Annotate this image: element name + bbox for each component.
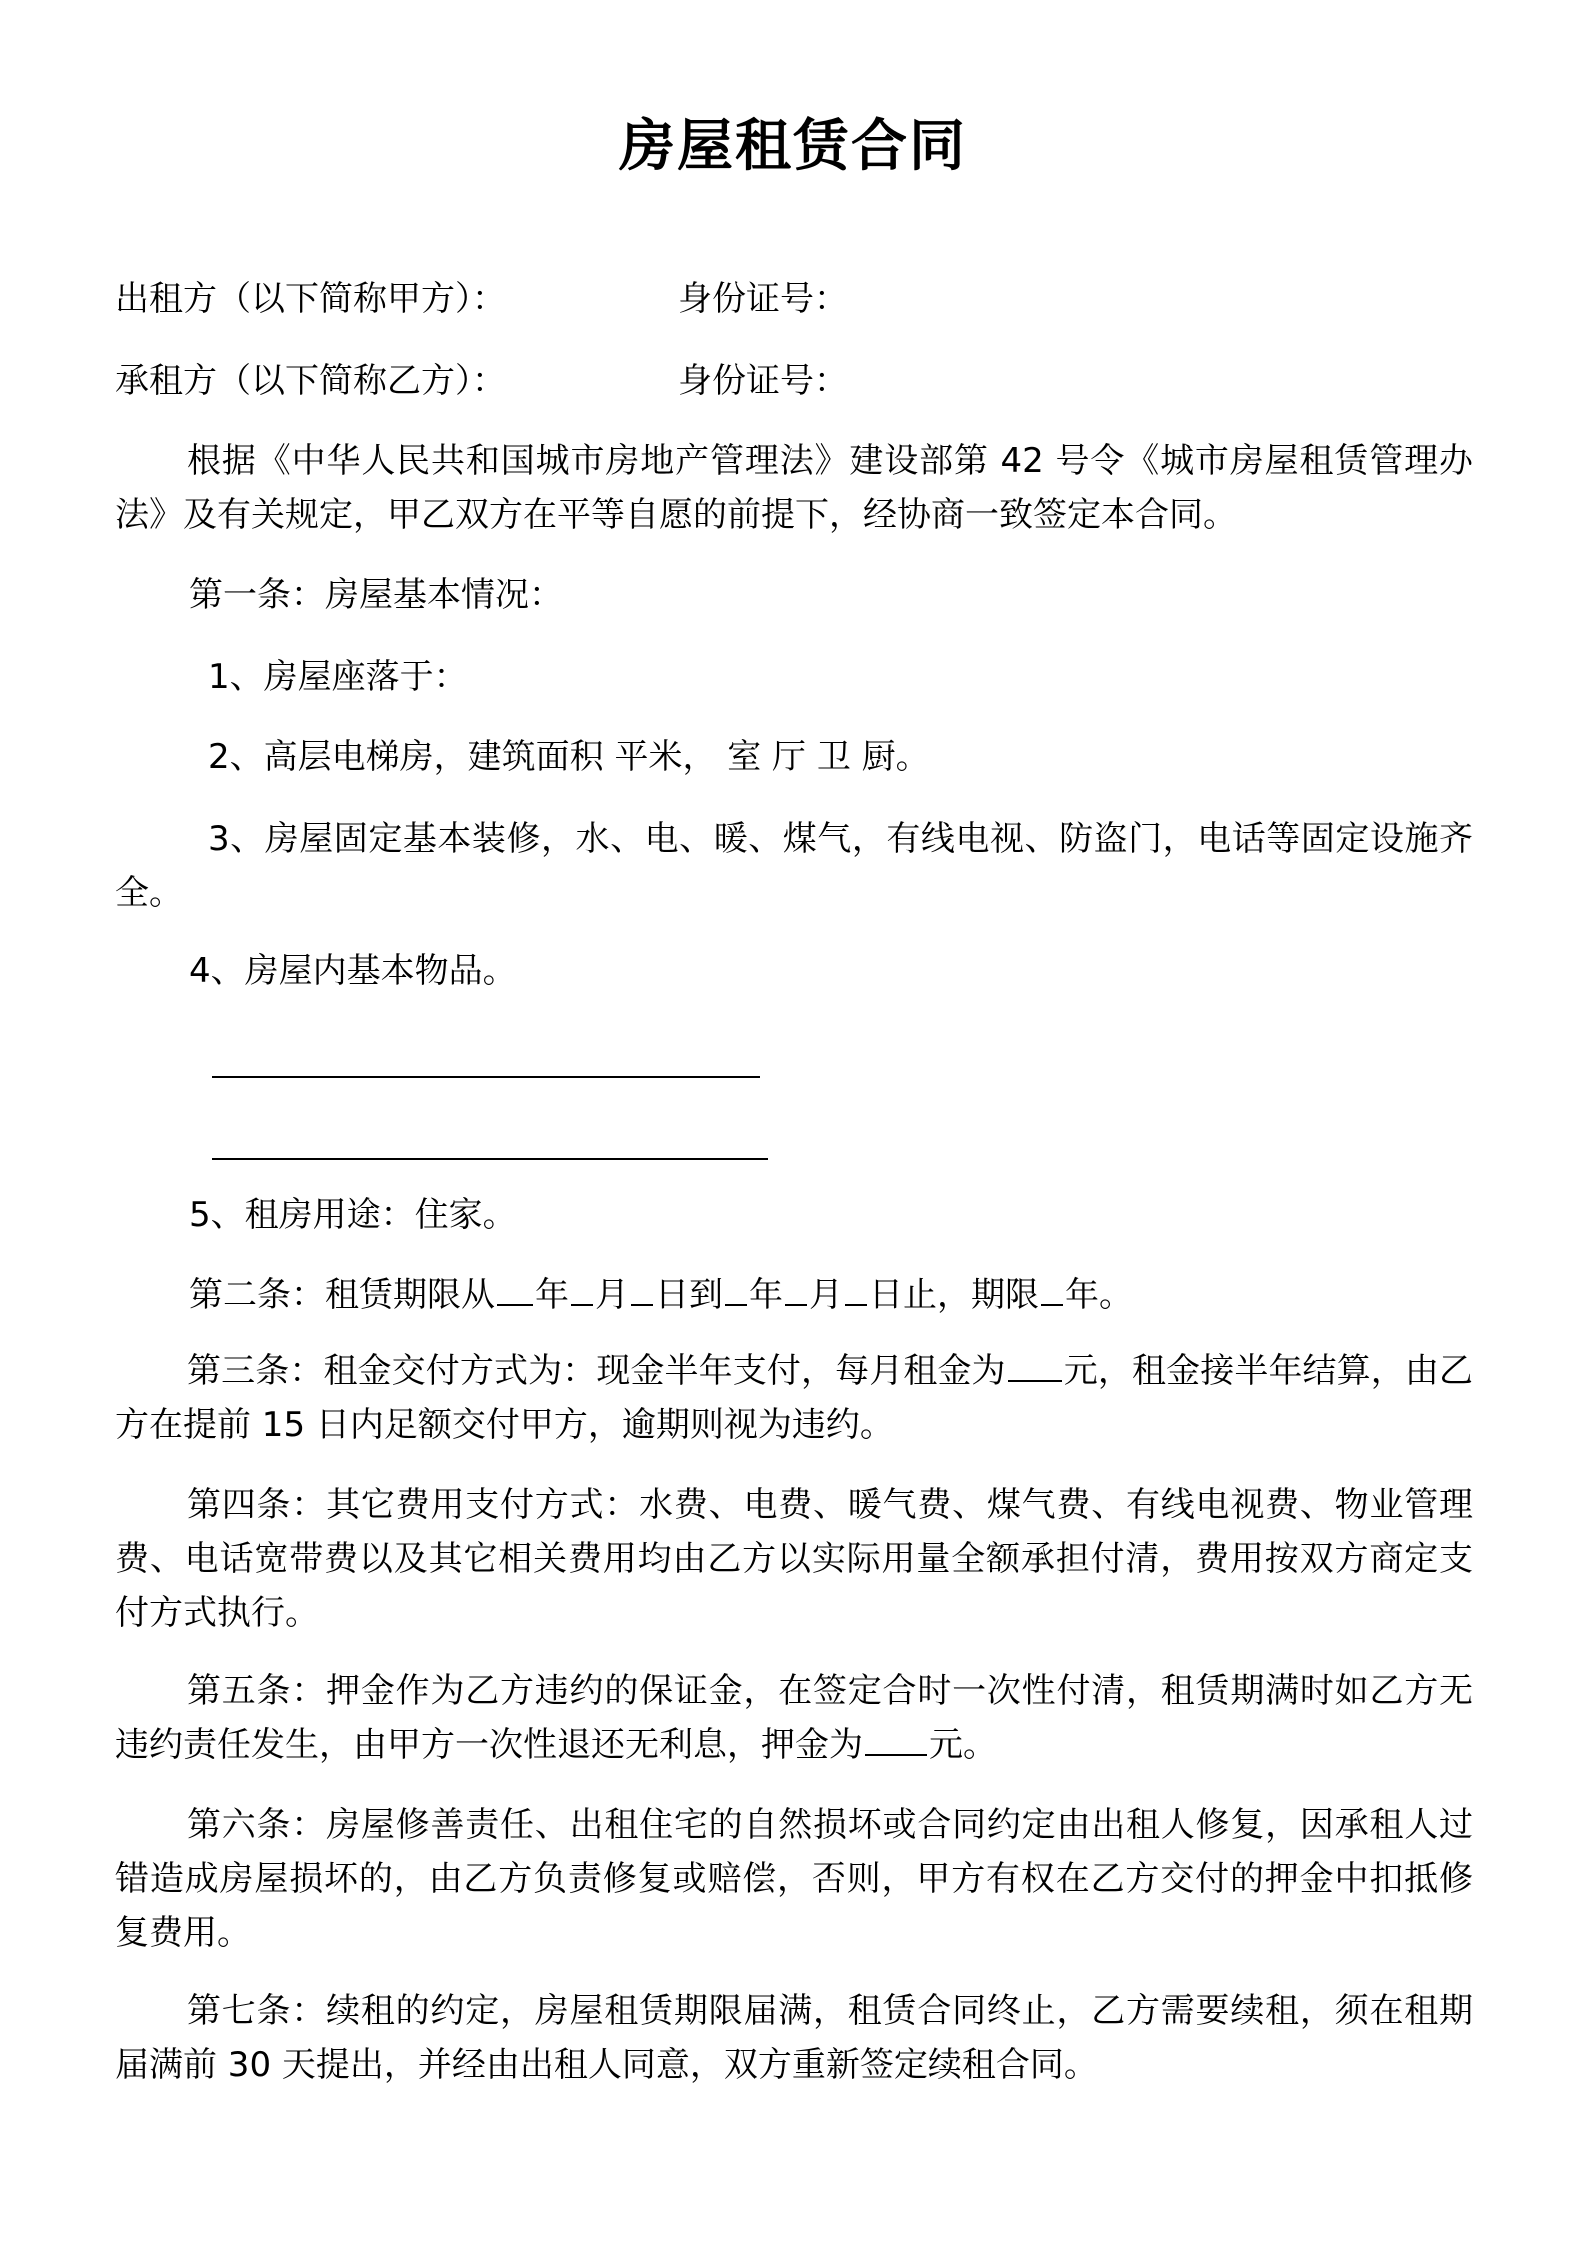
lessor-label: 出租方（以下简称甲方）：	[115, 279, 506, 319]
article-1-item-3: 3、房屋固定基本装修，水、电、暖、煤气，有线电视、防盗门，电话等固定设施齐全。	[115, 819, 1473, 913]
article-3-text-before: 第三条：租金交付方式为：现金半年支付，每月租金为	[187, 1351, 1006, 1391]
article-2-text-1: 第二条：租赁期限从	[189, 1275, 495, 1315]
monthly-rent-blank	[1008, 1346, 1062, 1382]
article-4-paragraph: 第四条：其它费用支付方式：水费、电费、暖气费、煤气费、有线电视费、物业管理费、电话宽带费以及其它相关费用均由乙方以实际用量全额承担付清，费用按双方商定支付方式执行。	[115, 1485, 1473, 1633]
lessor-id-label: 身份证号：	[678, 279, 848, 319]
article-7-paragraph: 第七条：续租的约定，房屋租赁期限届满，租赁合同终止，乙方需要续租，须在租期届满前 30 天提出，并经由出租人同意，双方重新签定续租合同。	[115, 1991, 1473, 2085]
article-5-paragraph	[115, 1664, 1473, 1772]
article-5-text-before: 第五条：押金作为乙方违约的保证金，在签定合时一次性付清，租赁期满时如乙方无违约责任发生，由甲方一次性退还无利息，押金为	[115, 1671, 1473, 1765]
start-year-blank	[497, 1270, 533, 1306]
article-3-text-after: 元，租金接半年结算，由乙方在提前 15 日内足额交付甲方，逾期则视为违约。	[115, 1351, 1474, 1445]
article-2-text-3: 月	[595, 1275, 629, 1315]
start-month-blank	[571, 1270, 593, 1306]
end-year-blank	[725, 1270, 747, 1306]
article-2-text-2: 年	[535, 1275, 569, 1315]
start-day-blank	[631, 1270, 653, 1306]
article-2-text-6: 月	[809, 1275, 843, 1315]
lessee-label: 承租方（以下简称乙方）：	[115, 361, 506, 401]
article-1-heading: 第一条：房屋基本情况：	[189, 575, 563, 615]
article-1-item-2: 2、高层电梯房，建筑面积 平米， 室 厅 卫 厨。	[208, 737, 930, 777]
preamble-paragraph: 根据《中华人民共和国城市房地产管理法》建设部第 42 号令《城市房屋租赁管理办法》及有关规定，甲乙双方在平等自愿的前提下，经协商一致签定本合同。	[115, 441, 1473, 535]
document-title: 房屋租赁合同	[619, 114, 967, 179]
deposit-blank	[865, 1720, 927, 1756]
article-1-item-1: 1、房屋座落于：	[208, 657, 468, 697]
term-years-blank	[1041, 1270, 1063, 1306]
article-1-item-5: 5、租房用途：住家。	[189, 1195, 517, 1235]
article-2-text-4: 日到	[655, 1275, 723, 1315]
blank-write-line-2	[212, 1158, 768, 1160]
end-month-blank	[785, 1270, 807, 1306]
end-day-blank	[845, 1270, 867, 1306]
article-2-text-7: 日止，期限	[869, 1275, 1039, 1315]
article-3-paragraph	[115, 1344, 1473, 1452]
blank-write-line-1	[212, 1076, 760, 1078]
lessee-id-label: 身份证号：	[678, 361, 848, 401]
article-2-text-8: 年。	[1065, 1275, 1133, 1315]
article-2-term	[189, 1268, 1133, 1322]
article-6-paragraph: 第六条：房屋修善责任、出租住宅的自然损坏或合同约定由出租人修复，因承租人过错造成房屋损坏的，由乙方负责修复或赔偿，否则，甲方有权在乙方交付的押金中扣抵修复费用。	[115, 1805, 1473, 1953]
article-1-item-4: 4、房屋内基本物品。	[189, 951, 517, 991]
article-5-text-after: 元。	[929, 1725, 997, 1765]
article-2-text-5: 年	[749, 1275, 783, 1315]
